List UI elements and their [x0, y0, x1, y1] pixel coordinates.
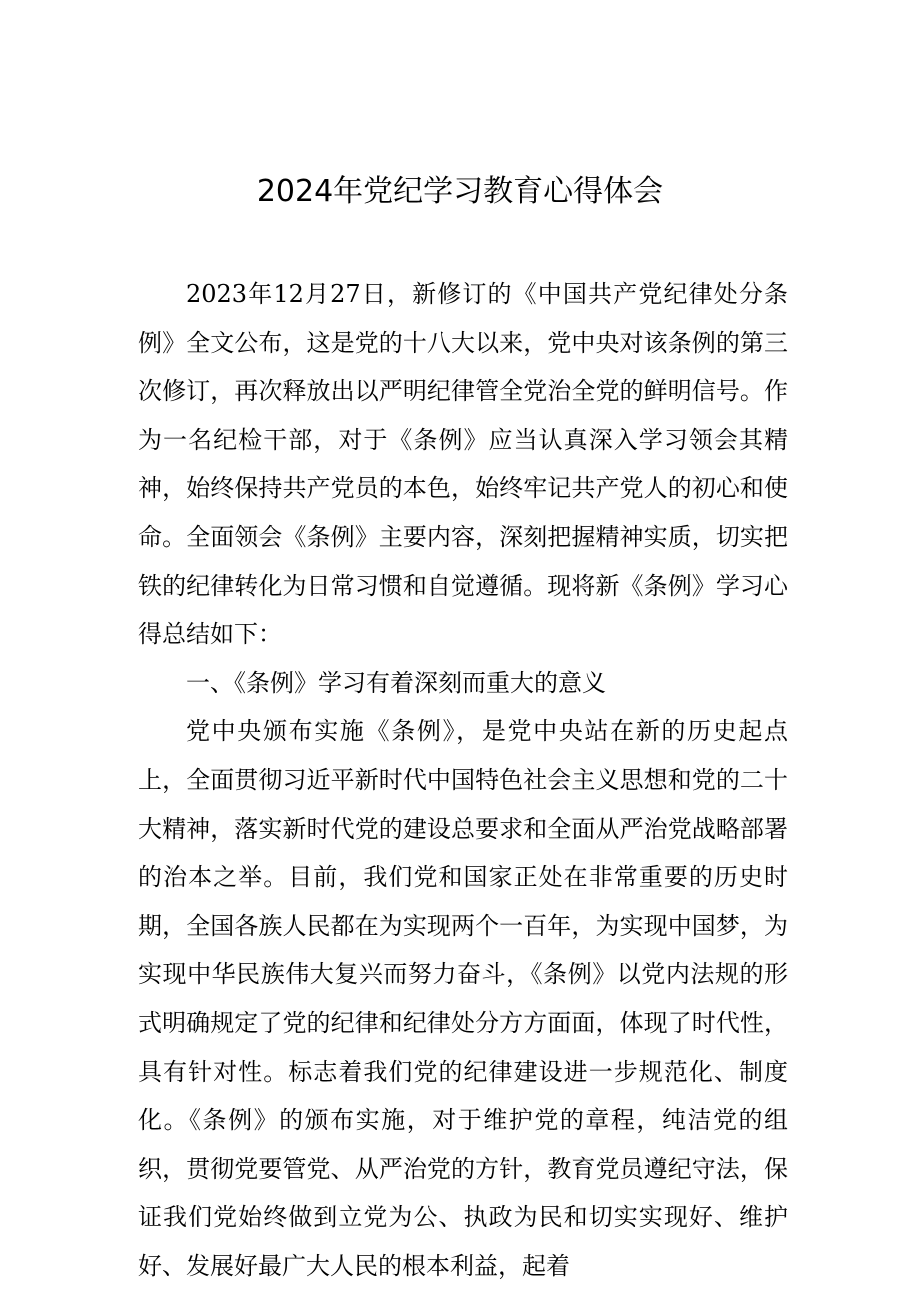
document-body — [138, 270, 788, 1290]
paragraph-significance: 党中央颁布实施《条例》，是党中央站在新的历史起点上，全面贯彻习近平新时代中国特色社会主义思想和党的二十大精神，落实新时代党的建设总要求和全面从严治党战略部署的治本之举。目前，我们党和国家正处在非常重要的历史时期，全国各族人民都在为实现两个一百年，为实现中国梦，为实现中华民族伟大复兴而努力奋斗，《条例》以党内法规的形式明确规定了党的纪律和纪律处分方方面面，体现了时代性，具有针对性。标志着我们党的纪律建设进一步规范化、制度化。《条例》的颁布实施，对于维护党的章程，纯洁党的组织，贯彻党要管党、从严治党的方针，教育党员遵纪守法，保证我们党始终做到立党为公、执政为民和切实实现好、维护好、发展好最广大人民的根本利益，起着 — [138, 717, 788, 1280]
paragraph-intro: 2023年12月27日，新修订的《中国共产党纪律处分条例》全文公布，这是党的十八大以来，党中央对该条例的第三次修订，再次释放出以严明纪律管全党治全党的鲜明信号。作为一名纪检干部，对于《条例》应当认真深入学习领会其精神，始终保持共产党员的本色，始终牢记共产党人的初心和使命。全面领会《条例》主要内容，深刻把握精神实质，切实把铁的纪律转化为日常习惯和自觉遵循。现将新《条例》学习心得总结如下： — [138, 280, 788, 649]
section-heading-1: 一、《条例》学习有着深刻而重大的意义 — [186, 668, 606, 697]
document-title: 2024年党纪学习教育心得体会 — [256, 174, 664, 209]
